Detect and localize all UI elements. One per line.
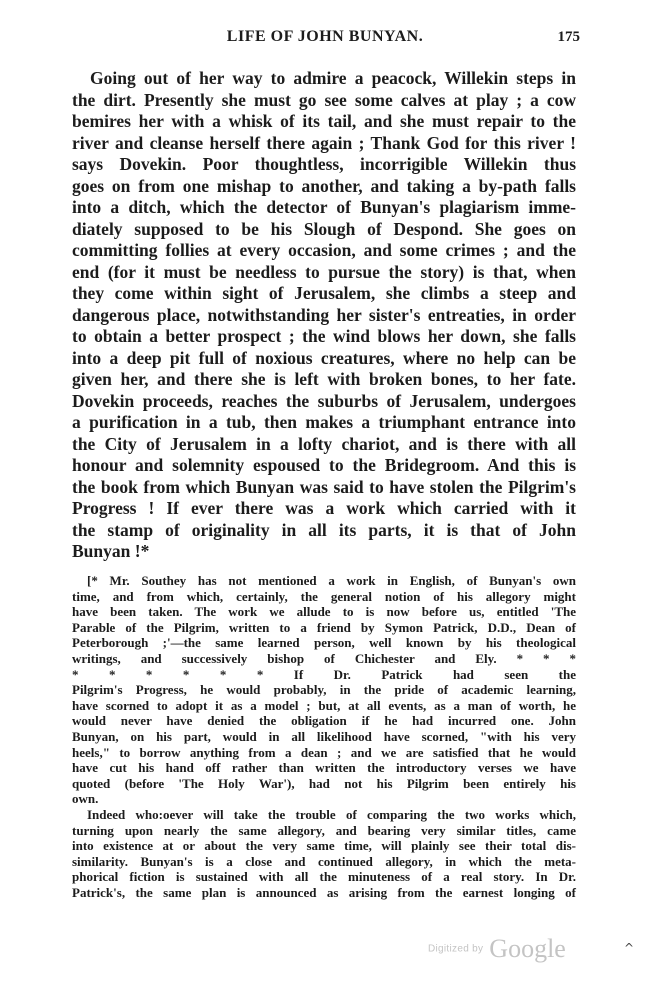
- body-line: Dovekin proceeds, reaches the suburbs of Jerusalem, undergoes: [72, 390, 576, 411]
- footnote-line: heels," to borrow anything from a dean ; and we are satisfied that he would: [72, 744, 576, 760]
- running-head: [68, 28, 582, 50]
- body-line: to obtain a better prospect ; the wind blows her down, she falls: [72, 326, 576, 346]
- watermark-prefix: Digitized by: [428, 943, 484, 955]
- footnote-line: [* Mr. Southey has not mentioned a work in English, of Bunyan's own: [87, 573, 576, 588]
- footnote-line: turning upon nearly the same allegory, and bearing very similar titles, came: [72, 822, 576, 838]
- body-line: Going out of her way to admire a peacock, Willekin steps in: [90, 68, 576, 88]
- footnote-line: quoted (before 'The Holy War'), had not his Pilgrim been entirely his: [72, 775, 576, 791]
- page-corner-mark: ^: [624, 941, 635, 955]
- body-line: river and cleanse herself there again ; Thank God for this river !: [72, 132, 576, 153]
- body-line: into a deep pit full of noxious creatures, where no help can be: [72, 347, 576, 368]
- body-line: says Dovekin. Poor thoughtless, incorrigible Willekin thus: [72, 154, 576, 174]
- footnote-line: Peterborough ;'—the same learned person, well known by his theological: [72, 635, 576, 651]
- body-line: end (for it must be needless to pursue the story) is that, when: [72, 261, 576, 282]
- footnote-line: into existence at or about the very same time, will plainly see their total dis-: [72, 838, 576, 854]
- footnote-line: Parable of the Pilgrim, written to a friend by Symon Patrick, D.D., Dean of: [72, 619, 576, 635]
- footnote-line: have cut his hand off rather than written the introductory verses we have: [72, 760, 576, 776]
- running-title: LIFE OF JOHN BUNYAN.: [226, 28, 424, 45]
- digitized-by-google-watermark: [428, 934, 566, 964]
- google-logo: Google: [489, 934, 566, 963]
- footnote-line: Pilgrim's Progress, he would probably, in the pride of academic learning,: [72, 682, 576, 698]
- footnote-line: Patrick's, the same plan is announced as arising from the earnest longing of: [72, 884, 576, 900]
- footnote-line: have been taken. The work we allude to is now before us, entitled 'The: [72, 604, 576, 620]
- body-line: honour and solemnity espoused to the Bridegroom. And this is: [72, 455, 576, 475]
- body-line: the book from which Bunyan was said to have stolen the Pilgrim's: [72, 476, 576, 497]
- body-line: given her, and there she is left with broken bones, to her fate.: [72, 369, 576, 389]
- footnote-line: * * * * * * If Dr. Patrick had seen the: [72, 666, 576, 682]
- body-line: the stamp of originality in all its parts, it is that of John: [72, 519, 576, 540]
- body-line: a purification in a tub, then makes a triumphant entrance into: [72, 412, 576, 432]
- footnote-line: similarity. Bunyan's is a close and continued allegory, in which the meta-: [72, 853, 576, 869]
- footnote-line: own.: [72, 791, 99, 807]
- footnote-line: time, and from which, certainly, the general notion of his allegory might: [72, 588, 576, 604]
- body-line: bemires her with a whisk of its tail, and she must repair to the: [72, 111, 576, 131]
- footnote-line: Bunyan, on his part, would in all likelihood have scorned, "with his very: [72, 728, 576, 744]
- body-line: Progress ! If ever there was a work which carried with it: [72, 498, 576, 518]
- footnote: [72, 573, 576, 900]
- footnote-line: phorical fiction is sustained with all the minuteness of a real story. In Dr.: [72, 869, 576, 885]
- body-line: Bunyan !*: [72, 541, 150, 561]
- body-line: into a ditch, which the detector of Bunyan's plagiarism imme-: [72, 197, 576, 217]
- body-line: the City of Jerusalem in a lofty chariot, and is there with all: [72, 433, 576, 454]
- body-line: the dirt. Presently she must go see some calves at play ; a cow: [72, 89, 576, 110]
- footnote-line: writings, and successively bishop of Chichester and Ely. * * *: [72, 650, 576, 666]
- body-line: committing follies at every occasion, and some crimes ; and the: [72, 240, 576, 260]
- body-line: goes on from one mishap to another, and taking a by-path falls: [72, 175, 576, 196]
- footnote-line: would never have denied the obligation if he had incurred one. John: [72, 713, 576, 729]
- body-text: [72, 68, 576, 563]
- footnote-line: have scorned to adopt it as a model ; but, at all events, as a man of worth, he: [72, 697, 576, 713]
- body-line: dangerous place, notwithstanding her sister's entreaties, in order: [72, 304, 576, 325]
- body-line: diately supposed to be his Slough of Despond. She goes on: [72, 218, 576, 239]
- body-line: they come within sight of Jerusalem, she climbs a steep and: [72, 283, 576, 303]
- page-number: 175: [557, 29, 580, 45]
- footnote-line: Indeed who:oever will take the trouble of comparing the two works which,: [87, 806, 576, 822]
